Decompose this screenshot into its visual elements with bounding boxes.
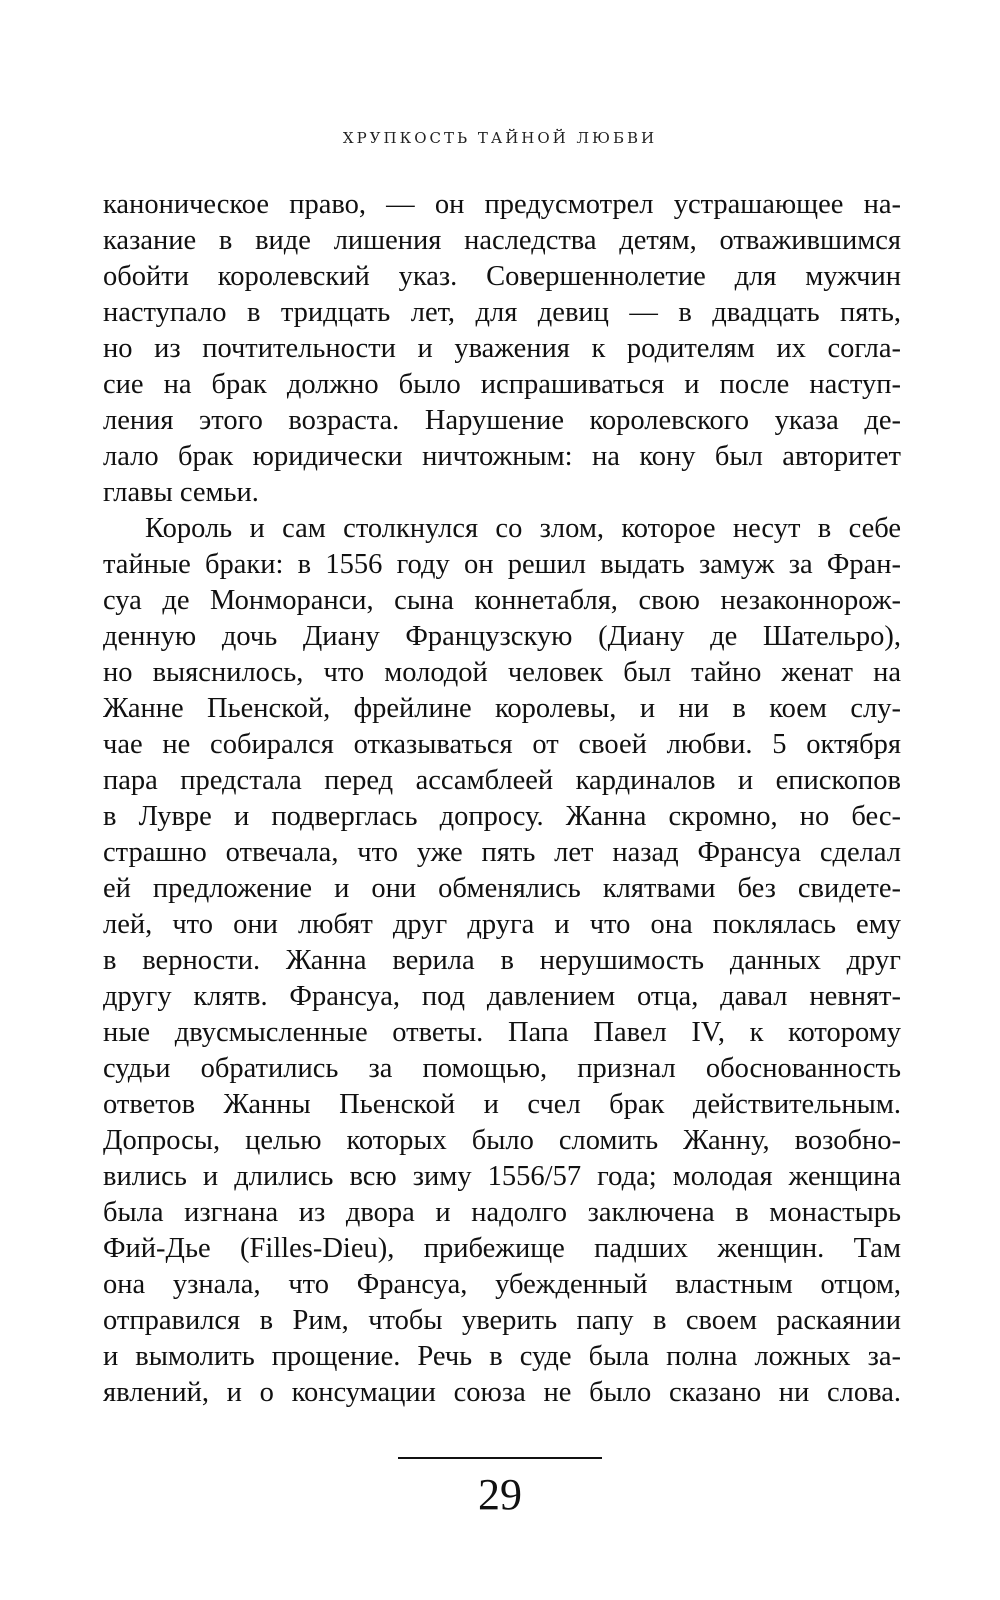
body-text	[103, 187, 901, 1411]
text-line: судьи обратились за помощью, признал обоснованность	[103, 1053, 901, 1084]
text-line: тайные браки: в 1556 году он решил выдать замуж за Фран-	[103, 549, 901, 580]
text-line: пара предстала перед ассамблеей кардиналов и епископов	[103, 765, 901, 796]
footer-rule	[398, 1457, 602, 1459]
text-line: отправился в Рим, чтобы уверить папу в своем раскаянии	[103, 1305, 901, 1336]
text-line: ления этого возраста. Нарушение королевского указа де-	[103, 405, 901, 436]
text-line: главы семьи.	[103, 477, 259, 508]
paragraph	[103, 187, 901, 511]
text-line: явлений, и о консумации союза не было сказано ни слова.	[103, 1377, 901, 1408]
text-line: она узнала, что Франсуа, убежденный властным отцом,	[103, 1269, 901, 1300]
text-line: была изгнана из двора и надолго заключена в монастырь	[103, 1197, 901, 1228]
text-line: но из почтительности и уважения к родителям их согла-	[103, 333, 901, 364]
text-line: чае не собирался отказываться от своей любви. 5 октября	[103, 729, 901, 760]
text-line: казание в виде лишения наследства детям, отважившимся	[103, 225, 901, 256]
text-line: лало брак юридически ничтожным: на кону был авторитет	[103, 441, 901, 472]
text-line: Король и сам столкнулся со злом, которое несут в себе	[145, 513, 901, 544]
text-line: ответов Жанны Пьенской и счел брак действительным.	[103, 1089, 901, 1120]
text-line: Жанне Пьенской, фрейлине королевы, и ни в коем слу-	[103, 693, 901, 724]
text-line: денную дочь Диану Французскую (Диану де Шательро),	[103, 621, 901, 652]
text-line: в Лувре и подверглась допросу. Жанна скромно, но бес-	[103, 801, 901, 832]
page-number: 29	[478, 1470, 522, 1519]
text-line: страшно отвечала, что уже пять лет назад Франсуа сделал	[103, 837, 901, 868]
text-line: другу клятв. Франсуа, под давлением отца, давал невнят-	[103, 981, 901, 1012]
text-line: лей, что они любят друг друга и что она поклялась ему	[103, 909, 901, 940]
text-line: ные двусмысленные ответы. Папа Павел IV, к которому	[103, 1017, 901, 1048]
running-head: ХРУПКОСТЬ ТАЙНОЙ ЛЮБВИ	[342, 129, 658, 147]
text-line: и вымолить прощение. Речь в суде была полна ложных за-	[103, 1341, 901, 1372]
text-line: наступало в тридцать лет, для девиц — в двадцать пять,	[103, 297, 901, 328]
text-line: обойти королевский указ. Совершеннолетие для мужчин	[103, 261, 901, 292]
text-line: Допросы, целью которых было сломить Жанну, возобно-	[103, 1125, 901, 1156]
text-line: сие на брак должно было испрашиваться и после наступ-	[103, 369, 901, 400]
paragraph	[103, 511, 901, 1411]
text-line: вились и длились всю зиму 1556/57 года; молодая женщина	[103, 1161, 901, 1192]
text-line: ей предложение и они обменялись клятвами без свидете-	[103, 873, 901, 904]
text-line: но выяснилось, что молодой человек был тайно женат на	[103, 657, 901, 688]
text-line: суа де Монморанси, сына коннетабля, свою незаконнорож-	[103, 585, 901, 616]
text-line: в верности. Жанна верила в нерушимость данных друг	[103, 945, 901, 976]
text-line: Фий-Дье (Filles-Dieu), прибежище падших женщин. Там	[103, 1233, 901, 1264]
text-line: каноническое право, — он предусмотрел устрашающее на-	[103, 189, 901, 220]
